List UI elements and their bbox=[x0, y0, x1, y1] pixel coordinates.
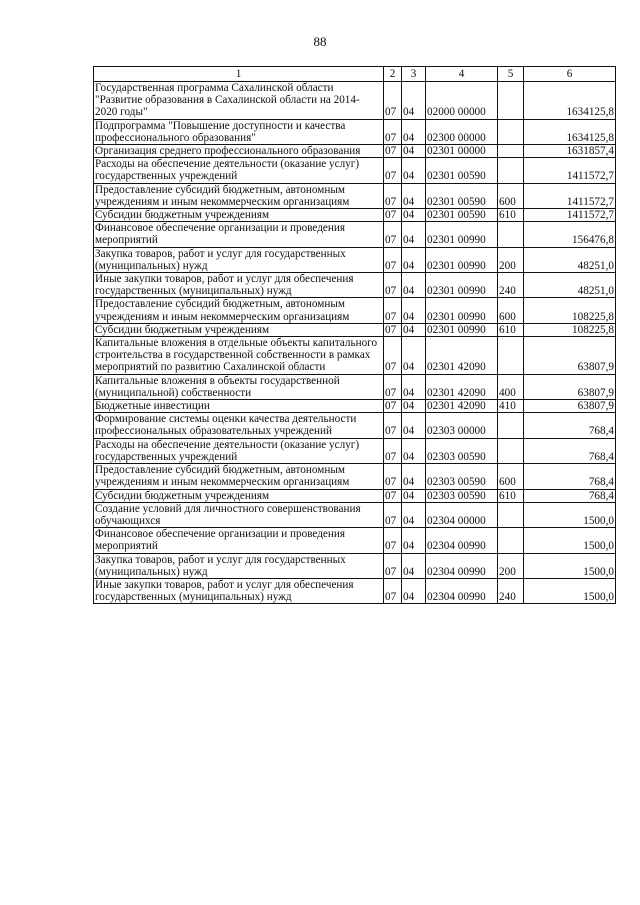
row-expense-type bbox=[498, 222, 524, 247]
table-row bbox=[94, 528, 616, 553]
table-row bbox=[94, 438, 616, 463]
row-target-code: 02000 00000 bbox=[426, 82, 498, 120]
table-row bbox=[94, 400, 616, 413]
table-row bbox=[94, 222, 616, 247]
row-target-code: 02304 00990 bbox=[426, 553, 498, 578]
row-section: 07 bbox=[384, 438, 402, 463]
row-expense-type bbox=[498, 145, 524, 158]
table-row bbox=[94, 464, 616, 489]
row-subsection: 04 bbox=[402, 400, 426, 413]
row-subsection: 04 bbox=[402, 119, 426, 144]
row-subsection: 04 bbox=[402, 374, 426, 399]
row-section: 07 bbox=[384, 323, 402, 336]
row-amount: 48251,0 bbox=[524, 247, 616, 272]
row-subsection: 04 bbox=[402, 553, 426, 578]
row-amount: 63807,9 bbox=[524, 400, 616, 413]
row-subsection: 04 bbox=[402, 413, 426, 438]
table-row bbox=[94, 158, 616, 183]
row-subsection: 04 bbox=[402, 323, 426, 336]
row-expense-type bbox=[498, 502, 524, 527]
row-amount: 1634125,8 bbox=[524, 119, 616, 144]
row-section: 07 bbox=[384, 337, 402, 375]
row-section: 07 bbox=[384, 528, 402, 553]
row-name: Расходы на обеспечение деятельности (оказание услуг) государственных учреждений bbox=[94, 438, 384, 463]
row-section: 07 bbox=[384, 82, 402, 120]
row-expense-type bbox=[498, 528, 524, 553]
row-name: Государственная программа Сахалинской области "Развитие образования в Сахалинской области на 2014-2020 годы" bbox=[94, 82, 384, 120]
row-target-code: 02301 00590 bbox=[426, 158, 498, 183]
row-target-code: 02303 00590 bbox=[426, 489, 498, 502]
row-amount: 63807,9 bbox=[524, 374, 616, 399]
row-name: Закупка товаров, работ и услуг для государственных (муниципальных) нужд bbox=[94, 247, 384, 272]
row-expense-type: 600 bbox=[498, 298, 524, 323]
table-row bbox=[94, 337, 616, 375]
row-target-code: 02301 42090 bbox=[426, 374, 498, 399]
row-section: 07 bbox=[384, 145, 402, 158]
row-name: Предоставление субсидий бюджетным, автономным учреждениям и иным некоммерческим организациям bbox=[94, 298, 384, 323]
row-expense-type bbox=[498, 82, 524, 120]
row-name: Расходы на обеспечение деятельности (оказание услуг) государственных учреждений bbox=[94, 158, 384, 183]
row-section: 07 bbox=[384, 413, 402, 438]
header-col-1: 1 bbox=[94, 67, 384, 82]
row-expense-type: 200 bbox=[498, 247, 524, 272]
row-section: 07 bbox=[384, 553, 402, 578]
row-section: 07 bbox=[384, 222, 402, 247]
row-amount: 768,4 bbox=[524, 489, 616, 502]
row-subsection: 04 bbox=[402, 209, 426, 222]
row-subsection: 04 bbox=[402, 247, 426, 272]
row-name: Финансовое обеспечение организации и проведения мероприятий bbox=[94, 528, 384, 553]
row-target-code: 02301 00990 bbox=[426, 247, 498, 272]
row-amount: 108225,8 bbox=[524, 298, 616, 323]
row-expense-type bbox=[498, 158, 524, 183]
table-row bbox=[94, 323, 616, 336]
row-name: Финансовое обеспечение организации и проведения мероприятий bbox=[94, 222, 384, 247]
header-col-4: 4 bbox=[426, 67, 498, 82]
table-row bbox=[94, 247, 616, 272]
row-target-code: 02301 00990 bbox=[426, 273, 498, 298]
row-expense-type bbox=[498, 413, 524, 438]
budget-table bbox=[93, 66, 616, 604]
row-amount: 156476,8 bbox=[524, 222, 616, 247]
table-row bbox=[94, 374, 616, 399]
row-expense-type: 600 bbox=[498, 183, 524, 208]
row-amount: 1631857,4 bbox=[524, 145, 616, 158]
row-section: 07 bbox=[384, 273, 402, 298]
row-subsection: 04 bbox=[402, 145, 426, 158]
row-expense-type: 400 bbox=[498, 374, 524, 399]
row-target-code: 02301 00000 bbox=[426, 145, 498, 158]
row-target-code: 02301 00990 bbox=[426, 222, 498, 247]
row-amount: 768,4 bbox=[524, 413, 616, 438]
header-col-6: 6 bbox=[524, 67, 616, 82]
row-name: Капитальные вложения в отдельные объекты капитального строительства в государственной собственности в рамках мероприятий по развитию Сахалинской области bbox=[94, 337, 384, 375]
row-section: 07 bbox=[384, 502, 402, 527]
row-name: Подпрограмма "Повышение доступности и качества профессионального образования" bbox=[94, 119, 384, 144]
row-target-code: 02303 00000 bbox=[426, 413, 498, 438]
row-name: Иные закупки товаров, работ и услуг для обеспечения государственных (муниципальных) нужд bbox=[94, 273, 384, 298]
row-expense-type bbox=[498, 337, 524, 375]
table-row bbox=[94, 209, 616, 222]
row-expense-type: 610 bbox=[498, 323, 524, 336]
row-name: Субсидии бюджетным учреждениям bbox=[94, 209, 384, 222]
header-col-2: 2 bbox=[384, 67, 402, 82]
table-row bbox=[94, 183, 616, 208]
row-expense-type: 610 bbox=[498, 489, 524, 502]
row-section: 07 bbox=[384, 158, 402, 183]
header-col-3: 3 bbox=[402, 67, 426, 82]
header-col-5: 5 bbox=[498, 67, 524, 82]
row-target-code: 02301 00590 bbox=[426, 209, 498, 222]
row-subsection: 04 bbox=[402, 578, 426, 603]
row-name: Бюджетные инвестиции bbox=[94, 400, 384, 413]
row-expense-type: 410 bbox=[498, 400, 524, 413]
row-section: 07 bbox=[384, 578, 402, 603]
row-name: Капитальные вложения в объекты государственной (муниципальной) собственности bbox=[94, 374, 384, 399]
row-amount: 1500,0 bbox=[524, 578, 616, 603]
row-section: 07 bbox=[384, 489, 402, 502]
table-row bbox=[94, 273, 616, 298]
row-amount: 1634125,8 bbox=[524, 82, 616, 120]
table-row bbox=[94, 119, 616, 144]
row-expense-type: 240 bbox=[498, 273, 524, 298]
row-section: 07 bbox=[384, 119, 402, 144]
table-row bbox=[94, 489, 616, 502]
row-subsection: 04 bbox=[402, 464, 426, 489]
row-name: Создание условий для личностного совершенствования обучающихся bbox=[94, 502, 384, 527]
row-subsection: 04 bbox=[402, 273, 426, 298]
row-section: 07 bbox=[384, 247, 402, 272]
row-amount: 1500,0 bbox=[524, 528, 616, 553]
row-amount: 108225,8 bbox=[524, 323, 616, 336]
row-target-code: 02304 00990 bbox=[426, 578, 498, 603]
row-name: Субсидии бюджетным учреждениям bbox=[94, 489, 384, 502]
header-row bbox=[94, 67, 616, 82]
table-row bbox=[94, 298, 616, 323]
row-subsection: 04 bbox=[402, 489, 426, 502]
row-target-code: 02304 00000 bbox=[426, 502, 498, 527]
row-amount: 1411572,7 bbox=[524, 158, 616, 183]
row-target-code: 02301 42090 bbox=[426, 400, 498, 413]
row-amount: 1411572,7 bbox=[524, 183, 616, 208]
row-target-code: 02301 00990 bbox=[426, 323, 498, 336]
row-name: Иные закупки товаров, работ и услуг для обеспечения государственных (муниципальных) нужд bbox=[94, 578, 384, 603]
row-subsection: 04 bbox=[402, 502, 426, 527]
row-amount: 48251,0 bbox=[524, 273, 616, 298]
row-section: 07 bbox=[384, 209, 402, 222]
row-subsection: 04 bbox=[402, 298, 426, 323]
row-section: 07 bbox=[384, 464, 402, 489]
row-target-code: 02300 00000 bbox=[426, 119, 498, 144]
row-amount: 1500,0 bbox=[524, 553, 616, 578]
row-subsection: 04 bbox=[402, 183, 426, 208]
row-subsection: 04 bbox=[402, 82, 426, 120]
row-target-code: 02303 00590 bbox=[426, 464, 498, 489]
row-subsection: 04 bbox=[402, 438, 426, 463]
row-target-code: 02301 00590 bbox=[426, 183, 498, 208]
row-name: Предоставление субсидий бюджетным, автономным учреждениям и иным некоммерческим организациям bbox=[94, 183, 384, 208]
row-target-code: 02304 00990 bbox=[426, 528, 498, 553]
row-expense-type: 610 bbox=[498, 209, 524, 222]
row-name: Предоставление субсидий бюджетным, автономным учреждениям и иным некоммерческим организациям bbox=[94, 464, 384, 489]
row-subsection: 04 bbox=[402, 337, 426, 375]
table-row bbox=[94, 145, 616, 158]
row-name: Закупка товаров, работ и услуг для государственных (муниципальных) нужд bbox=[94, 553, 384, 578]
row-expense-type: 200 bbox=[498, 553, 524, 578]
row-amount: 768,4 bbox=[524, 464, 616, 489]
row-expense-type: 600 bbox=[498, 464, 524, 489]
table-row bbox=[94, 502, 616, 527]
row-name: Формирование системы оценки качества деятельности профессиональных образовательных учреждений bbox=[94, 413, 384, 438]
row-amount: 1411572,7 bbox=[524, 209, 616, 222]
row-section: 07 bbox=[384, 298, 402, 323]
row-name: Организация среднего профессионального образования bbox=[94, 145, 384, 158]
row-amount: 63807,9 bbox=[524, 337, 616, 375]
table-row bbox=[94, 413, 616, 438]
table-row bbox=[94, 553, 616, 578]
row-target-code: 02301 42090 bbox=[426, 337, 498, 375]
row-section: 07 bbox=[384, 374, 402, 399]
row-target-code: 02303 00590 bbox=[426, 438, 498, 463]
page-number: 88 bbox=[313, 34, 327, 49]
row-subsection: 04 bbox=[402, 222, 426, 247]
table-row bbox=[94, 578, 616, 603]
row-section: 07 bbox=[384, 183, 402, 208]
row-expense-type bbox=[498, 119, 524, 144]
row-section: 07 bbox=[384, 400, 402, 413]
row-expense-type: 240 bbox=[498, 578, 524, 603]
row-amount: 768,4 bbox=[524, 438, 616, 463]
row-name: Субсидии бюджетным учреждениям bbox=[94, 323, 384, 336]
table-row bbox=[94, 82, 616, 120]
row-subsection: 04 bbox=[402, 528, 426, 553]
row-target-code: 02301 00990 bbox=[426, 298, 498, 323]
row-expense-type bbox=[498, 438, 524, 463]
row-amount: 1500,0 bbox=[524, 502, 616, 527]
row-subsection: 04 bbox=[402, 158, 426, 183]
